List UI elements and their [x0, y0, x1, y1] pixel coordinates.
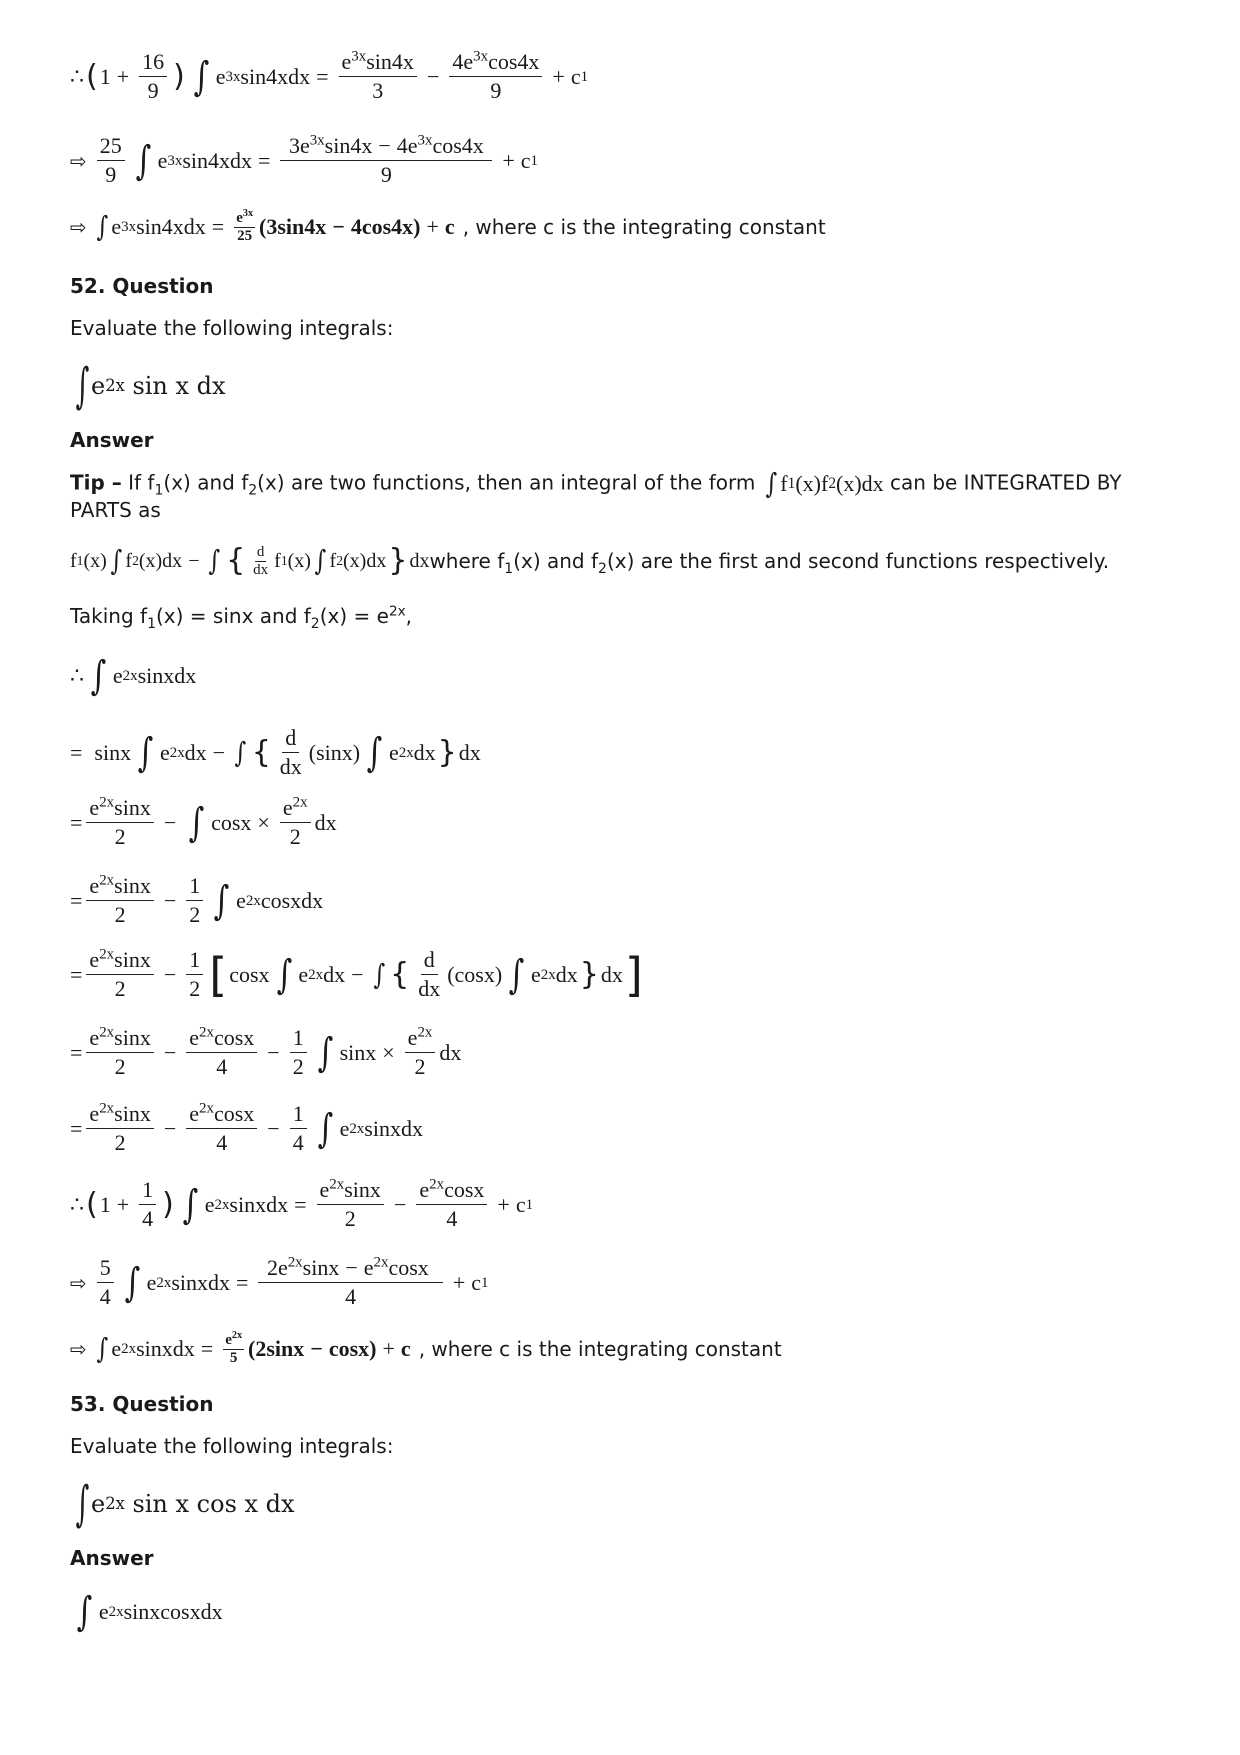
step-6: = $\frac{e^{2x}\sin x}{2}$ − $\frac{e^{2x}\cos x}{4}$ − $\frac{1}{2}$ ∫ sinx × $\frac{e^{2x}}{2}$ dx: [70, 1024, 462, 1080]
question-52-title: 52. Question: [70, 274, 214, 298]
equation-line-1: ∴ ( 1 + $\frac{16}{9}$ ) ∫ e 3x sin4xdx = $\frac{e^{3x}\sin 4x}{3}$ − $\frac{4e^{3x}\cos 4x}{9}$ + c 1: [70, 48, 589, 104]
tip-text: (x) are two functions, then an integral of the form: [257, 470, 762, 495]
step-8: ∴ ( 1 + $\frac{1}{4}$ ) ∫ e 2x sinxdx = $\frac{e^{2x}\sin x}{2}$ − $\frac{e^{2x}\cos x}{4}$ + c 1: [70, 1176, 534, 1232]
question-52-prompt: Evaluate the following integrals:: [70, 316, 394, 340]
tip-line: Tip – If $f_1(x)$ and $f_2(x)$ are two functions, then an integral of the form ∫ f 1 (x)f 2 (x)dx can be INTEGRATED BY: [70, 467, 1122, 500]
constant-note: , where c is the integrating constant: [418, 1337, 782, 1361]
step-10: ⇨ ∫ e 2x sinxdx = $\frac{e^{2x}}{5}$ (2sinx − cosx) + c , where c is the integrating constant: [70, 1330, 782, 1366]
question-53-integral: ∫ e 2x sin x cos x dx: [75, 1476, 295, 1532]
taking-line: Taking $f_1(x) = \sin x$ and $f_2(x) = e^{2x}$,: [70, 603, 412, 632]
question-53-prompt: Evaluate the following integrals:: [70, 1434, 394, 1458]
taking-text: ,: [405, 604, 412, 628]
question-53-step-1: ∫ e 2x sinxcosxdx: [76, 1589, 223, 1635]
step-4: = $\frac{e^{2x}\sin x}{2}$ − $\frac{1}{2}$ ∫ e 2x cosxdx: [70, 872, 324, 928]
step-5: = $\frac{e^{2x}\sin x}{2}$ − $\frac{1}{2}$ [ cosx ∫ e 2x dx − ∫ { $\frac{d}{dx}$ (cosx) ∫ e 2x dx } dx ]: [70, 946, 643, 1002]
question-52-integral: ∫ e 2x sin x dx: [75, 358, 226, 414]
by-parts-formula: f 1 (x) ∫ f 2 (x)dx − ∫ { $\frac{d}{dx}$ f 1 (x) ∫ f 2 (x)dx } dx where $f_1(x)$ and $f_2(x)$ are the first and second functions respectively.: [70, 543, 1110, 578]
step-1: ∴ ∫ e 2x sinxdx: [70, 653, 197, 699]
constant-note: , where c is the integrating constant: [462, 215, 826, 239]
question-53-title: 53. Question: [70, 1392, 214, 1416]
step-2: = sinx ∫ e 2x dx − ∫ { $\frac{d}{dx}$ (sinx) ∫ e 2x dx } dx: [70, 725, 481, 780]
question-53-answer-label: Answer: [70, 1546, 154, 1570]
tip-text: (x) and f: [163, 470, 249, 495]
tip-line-2: PARTS as: [70, 498, 161, 522]
formula-note: where f: [429, 549, 505, 573]
taking-text: (x) = sinx and f: [156, 604, 311, 628]
taking-text: Taking f: [70, 604, 148, 628]
question-52-answer-label: Answer: [70, 428, 154, 452]
step-7: = $\frac{e^{2x}\sin x}{2}$ − $\frac{e^{2x}\cos x}{4}$ − $\frac{1}{4}$ ∫ e 2x sinxdx: [70, 1100, 423, 1156]
equation-line-3: ⇨ ∫ e 3x sin4xdx = $\frac{e^{3x}}{25}$ (3sin4x − 4cos4x) + c , where c is the integrating constant: [70, 208, 826, 244]
step-9: ⇨ $\frac{5}{4}$ ∫ e 2x sinxdx = $\frac{2e^{2x}\sin x - e^{2x}\cos x}{4}$ + c 1: [70, 1254, 489, 1310]
tip-text: If f: [121, 470, 155, 495]
equation-line-2: ⇨ $\frac{25}{9}$ ∫ e 3x sin4xdx = $\frac{3e^{3x}\sin 4x - 4e^{3x}\cos 4x}{9}$ + c 1: [70, 132, 538, 188]
tip-text: can be INTEGRATED BY: [883, 470, 1122, 495]
formula-note: (x) and f: [513, 549, 599, 573]
formula-note: (x) are the first and second functions respectively.: [606, 549, 1110, 573]
step-3: = $\frac{e^{2x}\sin x}{2}$ − ∫ cosx × $\frac{e^{2x}}{2}$ dx: [70, 794, 337, 850]
tip-label: Tip –: [70, 470, 122, 495]
taking-text: (x) = e: [319, 604, 389, 628]
